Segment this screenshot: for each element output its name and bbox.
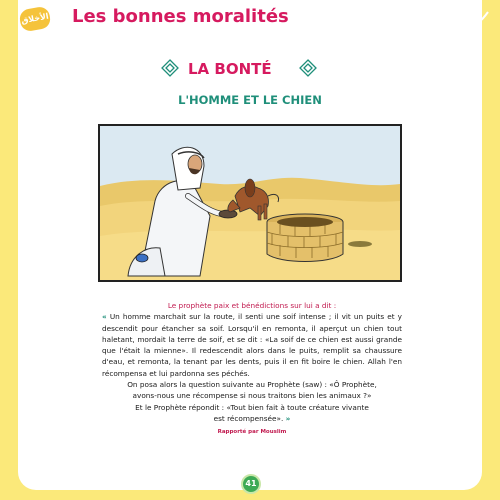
story-title: L'HOMME ET LE CHIEN [178,93,322,107]
answer-line-2-wrap [102,413,402,424]
page-title: Les bonnes moralités [72,6,289,27]
hadith-intro: Le prophète paix et bénédictions sur lui a dit : [167,301,337,310]
answer-line: Et le Prophète répondit : «Tout bien fait à toute créature vivante [135,402,369,412]
question-line-2: avons-nous une récompense si nous traitons bien les animaux ?» [132,391,372,401]
question-line: On posa alors la question suivante au Prophète (saw) : «Ô Prophète, [127,380,377,390]
hadith-narrative [102,311,402,379]
hadith-source: Rapporté par Mouslim [217,429,287,436]
page-number-badge: 41 [241,474,261,494]
answer-line-2: est récompensée». [213,413,284,423]
decorative-swirl-icon [310,4,490,32]
illustration-scene [100,126,400,280]
hadith-text [102,300,402,439]
open-quote: « [102,312,107,322]
series-logo: الأخلاق [18,6,51,33]
page-header [0,0,500,36]
narrative-text: Un homme marchait sur la route, il senti une soif intense ; il vit un puits et y descendit pour étancher sa soif. Lorsqu'il en remonta, il aperçut un chien tout haletant, mordait la terre de soif, et se dit : «La soif de ce chien est aussi grande que l'était la mienne». Il redescendit alors dans le puits, remplit sa chaussure d'eau, et remonta, la tenant par les dents, puis il en fit boire le chien. Allah l'en récompensa et lui pardonna ses péchés. [102,312,402,378]
ornament-left-icon [160,58,180,78]
ornament-right-icon [298,58,318,78]
close-quote: » [285,413,291,423]
story-illustration [98,124,402,282]
section-title: LA BONTÉ [188,60,272,78]
well-figure [267,214,343,262]
